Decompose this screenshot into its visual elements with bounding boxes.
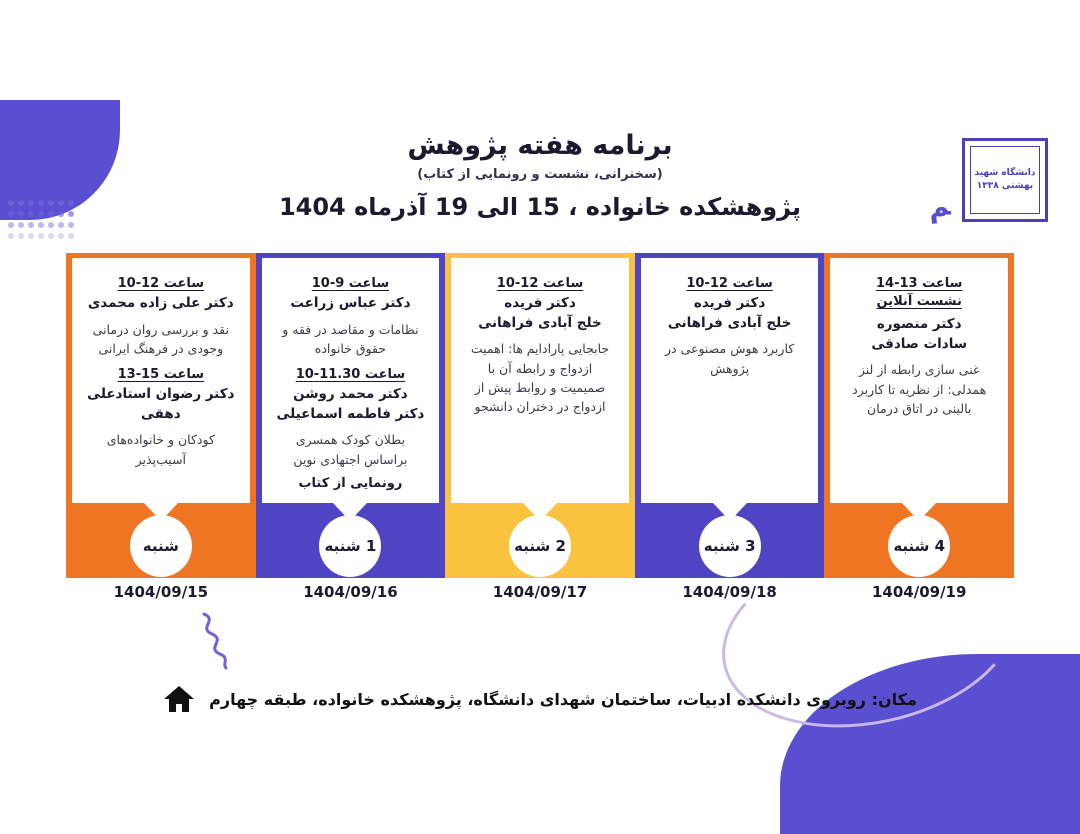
session-time: ساعت 15-13 <box>117 367 205 383</box>
session-speaker <box>465 294 615 333</box>
day-badge: 4 شنبه <box>888 515 950 577</box>
session-time: ساعت 12-10 <box>686 276 773 291</box>
page-title: برنامه هفته پژوهش <box>407 130 673 161</box>
session-speaker <box>655 294 805 333</box>
session-description: بطلان کودک همسری براساس اجتهادی نوین <box>293 432 408 467</box>
university-logo-text: دانشگاه شهید بهشتی ۱۳۳۸ <box>970 146 1040 214</box>
session-time: ساعت 11.30-10 <box>295 367 406 383</box>
location-footer <box>0 684 1080 714</box>
schedule-timeline <box>66 253 1014 601</box>
speaker-line: دکتر محمد روشن <box>293 386 408 403</box>
speaker-line: دکتر عباس زراعت <box>290 295 411 311</box>
speaker-line: خلج آبادی فراهانی <box>478 314 602 331</box>
session-time: ساعت 13-14 <box>875 276 963 291</box>
day-date: 1404/09/18 <box>682 583 777 601</box>
session-subhead: نشست آنلاین <box>876 294 962 309</box>
session-description: غنی سازی رابطه از لنز همدلی: از نظریه تا کاربرد بالینی در اتاق درمان <box>852 362 987 416</box>
session-speaker <box>86 385 236 424</box>
session-speaker <box>276 385 426 424</box>
session-speaker <box>844 315 994 354</box>
speaker-line: سادات صادقی <box>871 335 968 352</box>
speaker-line: دکتر فریده <box>693 295 766 311</box>
session-card[interactable] <box>451 258 629 503</box>
session-card[interactable] <box>262 258 440 503</box>
page-date-range: پژوهشکده خانواده ، 15 الی 19 آذرماه 1404 <box>278 193 802 221</box>
session-description: نقد و بررسی روان درمانی وجودی در فرهنگ ایرانی <box>92 321 229 356</box>
session-card[interactable] <box>830 258 1008 503</box>
day-badge: 1 شنبه <box>319 515 381 577</box>
university-logo <box>962 138 1048 222</box>
speaker-line: خلج آبادی فراهانی <box>667 314 792 331</box>
speaker-line: دکتر فاطمه اسماعیلی <box>276 405 425 422</box>
day-date: 1404/09/16 <box>303 583 398 601</box>
session-card[interactable] <box>72 258 250 503</box>
day-badge: 3 شنبه <box>699 515 761 577</box>
session-time: ساعت 12-10 <box>496 276 584 291</box>
home-icon <box>163 684 195 714</box>
day-badge: شنبه <box>130 515 192 577</box>
schedule-column <box>824 253 1014 601</box>
session-description: کودکان و خانواده‌های آسیب‌پذیر <box>106 432 215 467</box>
day-date: 1404/09/17 <box>492 583 588 601</box>
session-card[interactable] <box>641 258 819 503</box>
schedule-column <box>66 253 256 601</box>
speaker-line: دکتر منصوره <box>876 316 962 332</box>
day-badge: 2 شنبه <box>509 515 571 577</box>
card-spacer <box>86 358 236 367</box>
session-speaker <box>86 294 236 314</box>
day-date: 1404/09/19 <box>871 583 967 601</box>
session-speaker <box>276 294 426 314</box>
day-date: 1404/09/15 <box>113 583 209 601</box>
schedule-column <box>635 253 825 601</box>
speaker-line: دکتر رضوان استادعلی دهقی <box>87 386 235 422</box>
schedule-column <box>256 253 446 601</box>
session-description: نظامات و مقاصد در فقه و حقوق خانواده <box>282 321 419 356</box>
session-note: رونمایی از کتاب <box>298 476 403 492</box>
decorative-squiggle <box>196 610 256 670</box>
location-text: مکان: روبروی دانشکده ادبیات، ساختمان شهدای دانشگاه، پژوهشکده خانواده، طبقه چهارم <box>209 689 917 709</box>
session-description: کاربرد هوش مصنوعی در پژوهش <box>665 341 795 376</box>
session-description: جابجایی پارادایم ها: اهمیت ازدواج و رابطه آن با صمیمیت و روابط پیش از ازدواج در دختران دانشجو <box>470 341 610 415</box>
schedule-column <box>445 253 635 601</box>
speaker-line: دکتر فریده <box>504 295 576 311</box>
page-subtitle: (سخنرانی، نشست و رونمایی از کتاب) <box>417 167 663 182</box>
poster-header <box>0 130 1080 221</box>
card-spacer <box>276 358 426 367</box>
session-time: ساعت 12-10 <box>117 276 205 291</box>
speaker-line: دکتر علی زاده محمدی <box>87 295 234 311</box>
session-time: ساعت 9-10 <box>311 276 390 291</box>
decorative-mark: ﻢ <box>925 188 953 225</box>
